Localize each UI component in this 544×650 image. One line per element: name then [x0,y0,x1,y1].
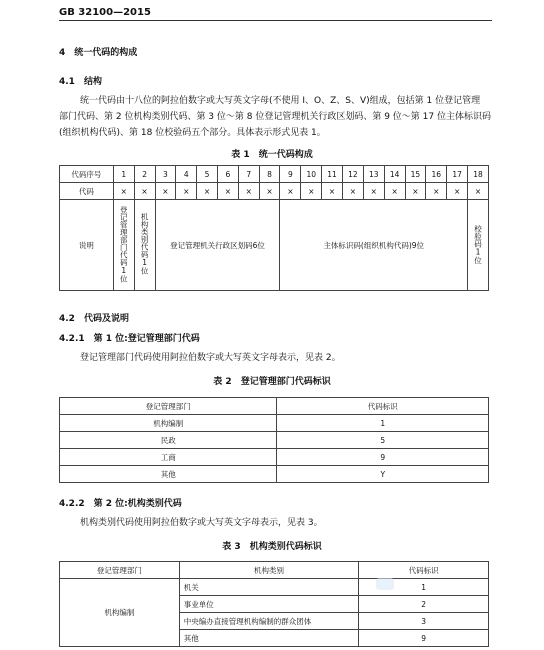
sequence-cell: 17 [447,166,468,183]
sequence-cell: 3 [155,166,176,183]
table-cell: 民政 [60,432,277,449]
description-cell [468,200,489,291]
sequence-cell: 6 [217,166,238,183]
sequence-cell: 12 [342,166,363,183]
table-header-cell: 代码标识 [277,398,489,415]
table-cell: 5 [277,432,489,449]
table-row [60,432,489,449]
table-row [60,166,489,183]
cross-cell: × [426,183,447,200]
cross-cell: × [301,183,322,200]
cross-cell: × [405,183,426,200]
cross-cell: × [384,183,405,200]
vertical-text: 校验码1位 [473,224,483,264]
sequence-cell: 13 [363,166,384,183]
vertical-text: 机构类别代码1位 [140,213,150,275]
cross-cell: × [176,183,197,200]
sequence-cell: 18 [468,166,489,183]
table-header-cell: 登记管理部门 [60,562,180,579]
sequence-cell: 2 [134,166,155,183]
table-cell: Y [277,466,489,483]
table-row [60,466,489,483]
table-cell: 1 [359,579,489,596]
sequence-cell: 10 [301,166,322,183]
sequence-cell: 5 [197,166,218,183]
cross-cell: × [134,183,155,200]
section-4-title: 4 统一代码的构成 [59,48,138,58]
table-cell: 9 [277,449,489,466]
table-cell: 事业单位 [179,596,359,613]
header-divider [59,20,492,21]
table-row [60,579,489,596]
table-header-cell: 说明 [60,200,114,291]
table-cell: 机构编制 [60,579,180,647]
section-4-2-2-title: 4.2.2 第 2 位:机构类别代码 [59,499,182,509]
table-cell: 中央编办直接管理机构编制的群众团体 [179,613,359,630]
description-cell [113,200,134,291]
table-header-cell: 机构类别 [179,562,359,579]
table-1-code-structure [59,165,489,291]
standard-number: GB 32100—2015 [59,7,151,18]
cross-cell: × [363,183,384,200]
table-2-registration-dept [59,397,489,483]
table-header-cell: 代码 [60,183,114,200]
table-header-cell: 代码序号 [60,166,114,183]
paragraph-line: 登记管理部门代码使用阿拉伯数字或大写英文字母表示，见表 2。 [80,353,341,363]
table-cell: 机关 [179,579,359,596]
table-row [60,449,489,466]
table-cell: 2 [359,596,489,613]
cross-cell: × [259,183,280,200]
table-3-caption: 表 3 机构类别代码标识 [222,542,322,552]
description-cell [134,200,155,291]
cross-cell: × [197,183,218,200]
sequence-cell: 11 [322,166,343,183]
section-4-1-title: 4.1 结构 [59,77,102,87]
description-cell: 主体标识码(组织机构代码)9位 [280,200,468,291]
table-3-org-category [59,561,489,647]
table-cell: 机构编制 [60,415,277,432]
section-4-2-title: 4.2 代码及说明 [59,314,129,324]
sequence-cell: 1 [113,166,134,183]
description-cell: 登记管理机关行政区划码6位 [155,200,280,291]
sequence-cell: 8 [259,166,280,183]
table-row [60,183,489,200]
table-cell: 1 [277,415,489,432]
cross-cell: × [322,183,343,200]
table-header-cell: 登记管理部门 [60,398,277,415]
cross-cell: × [280,183,301,200]
paragraph-line: 部门代码、第 2 位机构类别代码、第 3 位～第 8 位登记管理机关行政区划码、第 9 位～第 17 位主体标识码 [59,112,491,122]
paragraph-line: (组织机构代码)、第 18 位校验码五个部分。具体表示形式见表 1。 [59,128,326,138]
table-cell: 其他 [179,630,359,647]
table-header-cell: 代码标识 [359,562,489,579]
watermark-mark [376,578,394,590]
paragraph-line: 统一代码由十八位的阿拉伯数字或大写英文字母(不使用 I、O、Z、S、V)组成，包括第 1 位登记管理 [80,96,481,106]
cross-cell: × [468,183,489,200]
sequence-cell: 14 [384,166,405,183]
table-row [60,562,489,579]
sequence-cell: 4 [176,166,197,183]
cross-cell: × [113,183,134,200]
table-row [60,398,489,415]
sequence-cell: 9 [280,166,301,183]
cross-cell: × [342,183,363,200]
vertical-text: 登记管理部门代码1位 [119,205,129,283]
table-cell: 工商 [60,449,277,466]
paragraph-line: 机构类别代码使用阿拉伯数字或大写英文字母表示，见表 3。 [80,518,323,528]
sequence-cell: 15 [405,166,426,183]
sequence-cell: 16 [426,166,447,183]
section-4-2-1-title: 4.2.1 第 1 位:登记管理部门代码 [59,334,200,344]
table-cell: 9 [359,630,489,647]
table-cell: 3 [359,613,489,630]
table-1-caption: 表 1 统一代码构成 [231,150,313,160]
cross-cell: × [447,183,468,200]
table-row [60,200,489,291]
cross-cell: × [217,183,238,200]
table-cell: 其他 [60,466,277,483]
table-2-caption: 表 2 登记管理部门代码标识 [213,377,331,387]
sequence-cell: 7 [238,166,259,183]
cross-cell: × [238,183,259,200]
cross-cell: × [155,183,176,200]
table-row [60,415,489,432]
